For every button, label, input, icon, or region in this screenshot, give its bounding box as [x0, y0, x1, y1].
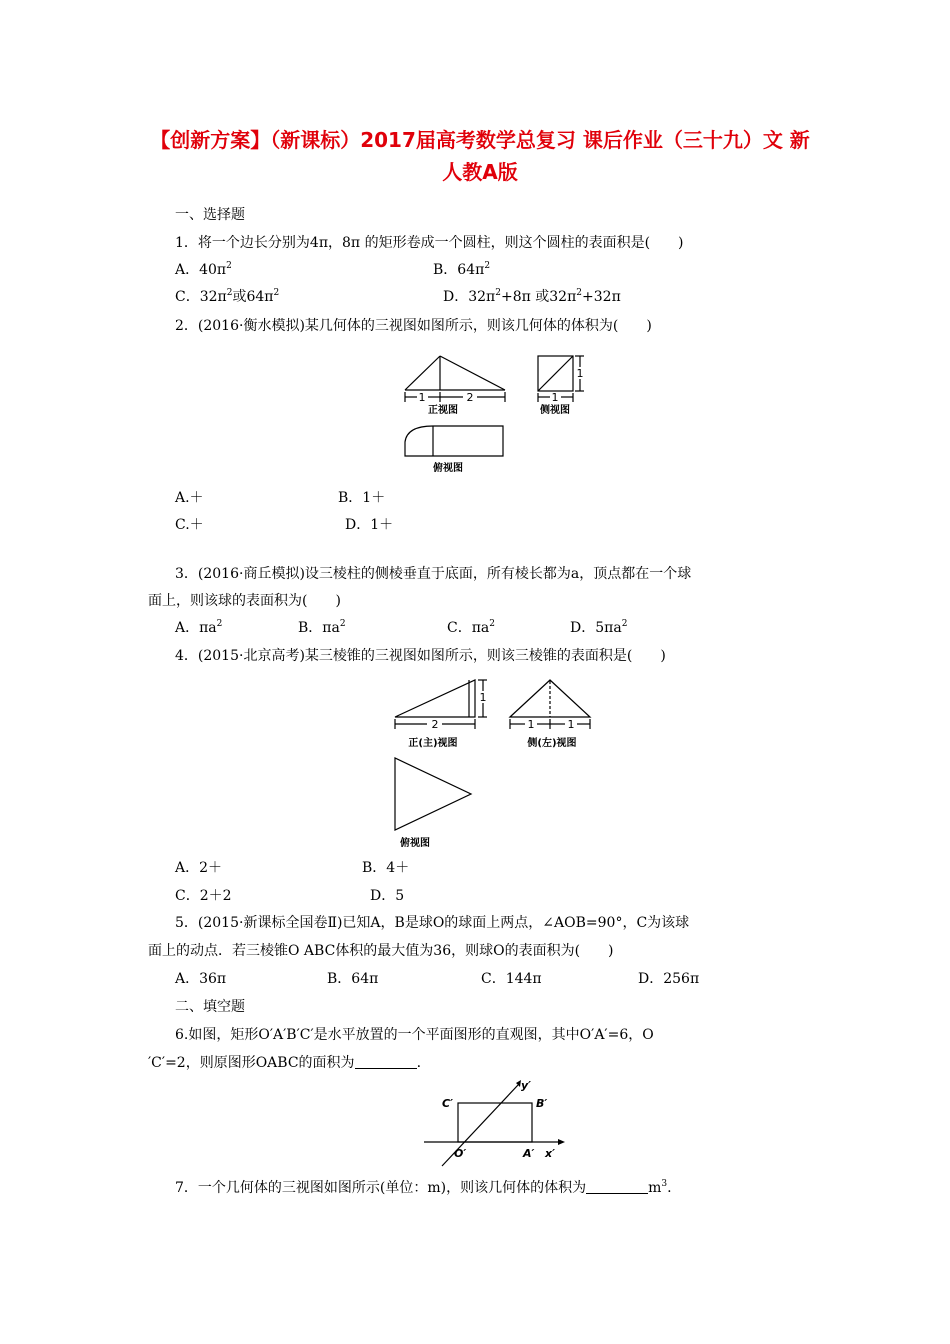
- q2-three-view-figure: [395, 350, 595, 484]
- q2-front-dim-right: 2: [466, 391, 474, 404]
- q7-answer-blank: [586, 1179, 648, 1194]
- q6-label-c: C′: [442, 1097, 453, 1110]
- q4-side-view-label: 侧(左)视图: [527, 738, 577, 749]
- q2-stem: 2．(2016·衡水模拟)某几何体的三视图如图所示，则该几何体的体积为( ): [175, 318, 652, 334]
- q5-stem-line2: 面上的动点．若三棱锥O ABC体积的最大值为36，则球O的表面积为( ): [148, 943, 614, 959]
- q1-option-b: B．$64\pi^2$: [433, 261, 491, 278]
- q1-stem: 1．将一个边长分别为4π，8π 的矩形卷成一个圆柱，则这个圆柱的表面积是( ): [175, 235, 684, 251]
- q5-option-b: B．64π: [327, 971, 379, 987]
- q6-label-a: A′: [523, 1147, 535, 1160]
- q4-side-dim-left: 1: [527, 718, 535, 731]
- q2-option-c: C.＋: [175, 517, 204, 533]
- q4-option-b: B．4＋: [362, 860, 410, 876]
- q3-option-d: D．$5\pi a^2$: [570, 619, 628, 636]
- q2-option-a: A.＋: [175, 490, 204, 506]
- q2-top-view-label: 俯视图: [433, 463, 463, 474]
- q4-top-view-label: 俯视图: [400, 838, 430, 849]
- q4-front-dim-bottom: 2: [431, 718, 439, 731]
- q6-answer-blank: [355, 1054, 417, 1069]
- q3-option-a: A．$\pi a^2$: [175, 619, 223, 636]
- q4-stem: 4．(2015·北京高考)某三棱锥的三视图如图所示，则该三棱锥的表面积是( ): [175, 648, 666, 664]
- q5-stem-line1: 5．(2015·新课标全国卷Ⅱ)已知A，B是球O的球面上两点，∠AOB=90°，C为该球: [175, 915, 690, 931]
- q6-label-x: x′: [545, 1147, 555, 1160]
- q3-option-b: B．$\pi a^2$: [298, 619, 346, 636]
- q2-side-dim-bottom: 1: [551, 391, 559, 404]
- q6-stem-line1: 6.如图，矩形O′A′B′C′是水平放置的一个平面图形的直观图，其中O′A′=6，O: [175, 1027, 654, 1043]
- q2-front-dim-left: 1: [418, 391, 426, 404]
- q4-option-c: C．2＋2: [175, 888, 232, 904]
- q3-stem-line1: 3．(2016·商丘模拟)设三棱柱的侧棱垂直于底面，所有棱长都为a，顶点都在一个球: [175, 566, 692, 582]
- q6-label-o: O′: [454, 1147, 467, 1160]
- q4-front-view-label: 正(主)视图: [408, 738, 458, 749]
- q4-option-a: A．2＋: [175, 860, 223, 876]
- q5-option-c: C．144π: [481, 971, 542, 987]
- q3-stem-line2: 面上，则该球的表面积为( ): [148, 593, 341, 609]
- q1-option-d: D．$32\pi^2+8\pi$ 或$32\pi^2+32\pi$: [443, 288, 621, 305]
- q4-side-dim-right: 1: [567, 718, 575, 731]
- q3-option-c: C．$\pi a^2$: [447, 619, 495, 636]
- q1-option-a: A．$40\pi^2$: [175, 261, 232, 278]
- page-title: 【创新方案】（新课标）2017届高考数学总复习 课后作业（三十九）文 新人教A版: [150, 128, 810, 184]
- q2-option-b: B．1＋: [338, 490, 386, 506]
- section-choice-heading: 一、选择题: [175, 207, 245, 223]
- q5-option-a: A．36π: [175, 971, 227, 987]
- q1-option-c: C．$32\pi^2$或$64\pi^2$: [175, 288, 280, 305]
- section-fill-heading: 二、填空题: [175, 999, 245, 1015]
- q6-oblique-figure: [420, 1076, 570, 1172]
- q7-stem: 7．一个几何体的三视图如图所示(单位：m)，则该几何体的体积为 $m^3$.: [175, 1179, 672, 1196]
- q2-side-view-label: 侧视图: [540, 405, 570, 416]
- q6-label-b: B′: [536, 1097, 548, 1110]
- q4-front-dim-right: 1: [479, 691, 487, 704]
- q2-side-dim-right: 1: [576, 367, 584, 380]
- q4-three-view-figure: [385, 675, 600, 857]
- q2-option-d: D．1＋: [345, 517, 394, 533]
- q6-label-y: y′: [521, 1079, 532, 1092]
- q6-stem-line2: ′C′=2，则原图形OABC的面积为 .: [148, 1055, 422, 1071]
- q5-option-d: D．256π: [638, 971, 700, 987]
- q4-option-d: D．5: [370, 888, 405, 904]
- q2-front-view-label: 正视图: [428, 405, 458, 416]
